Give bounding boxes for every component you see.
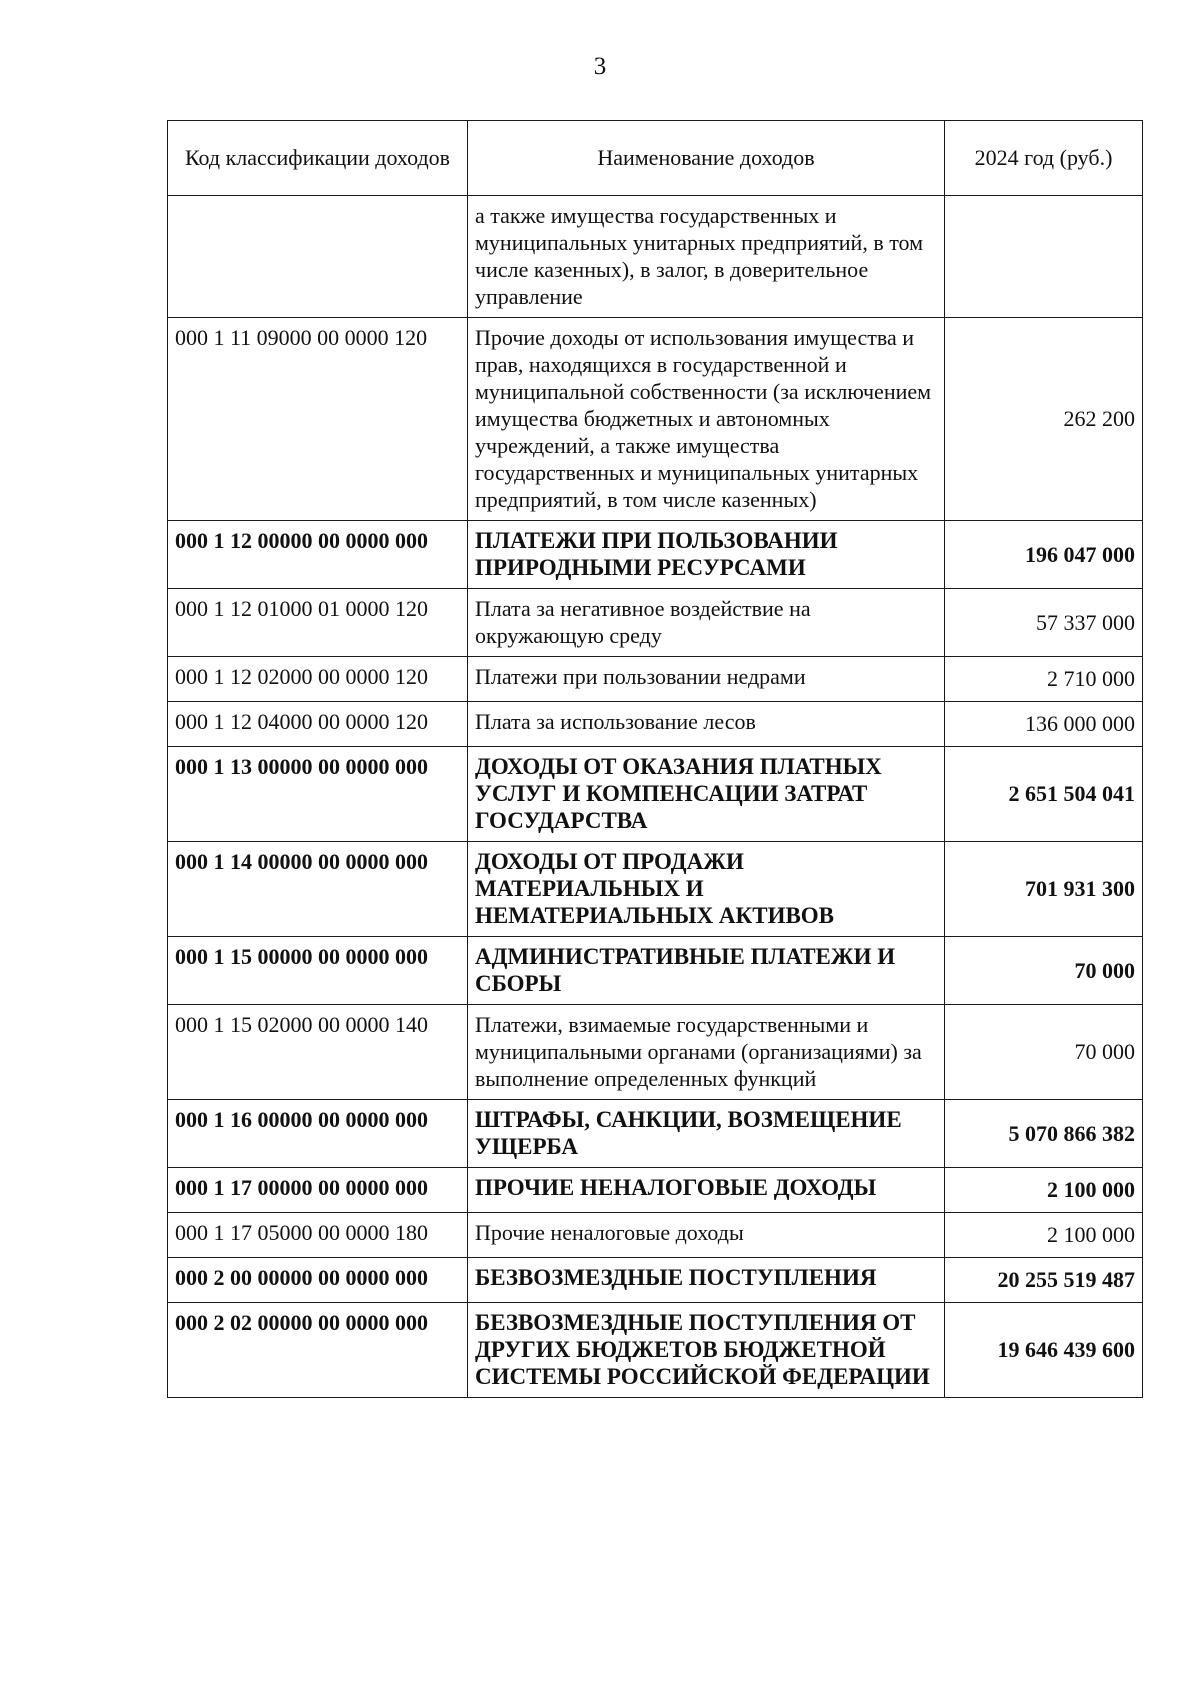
table-row (168, 657, 1143, 702)
row-name: ПРОЧИЕ НЕНАЛОГОВЫЕ ДОХОДЫ (468, 1168, 945, 1213)
row-amount: 57 337 000 (945, 589, 1143, 657)
row-name: ДОХОДЫ ОТ ПРОДАЖИ МАТЕРИАЛЬНЫХ И НЕМАТЕРИАЛЬНЫХ АКТИВОВ (468, 842, 945, 937)
row-code: 000 1 17 05000 00 0000 180 (168, 1213, 468, 1258)
row-amount: 196 047 000 (945, 521, 1143, 589)
row-code: 000 1 15 02000 00 0000 140 (168, 1005, 468, 1100)
row-amount: 70 000 (945, 1005, 1143, 1100)
row-name: ПЛАТЕЖИ ПРИ ПОЛЬЗОВАНИИ ПРИРОДНЫМИ РЕСУРСАМИ (468, 521, 945, 589)
table-row (168, 1213, 1143, 1258)
row-amount: 20 255 519 487 (945, 1258, 1143, 1303)
table-row-section (168, 937, 1143, 1005)
row-name: Плата за использование лесов (468, 702, 945, 747)
table-row-section (168, 1100, 1143, 1168)
row-name: Платежи, взимаемые государственными и муниципальными органами (организациями) за выполнение определенных функций (468, 1005, 945, 1100)
row-code: 000 1 14 00000 00 0000 000 (168, 842, 468, 937)
header-amount: 2024 год (руб.) (945, 121, 1143, 196)
row-code: 000 1 17 00000 00 0000 000 (168, 1168, 468, 1213)
table-row (168, 318, 1143, 521)
row-code: 000 2 02 00000 00 0000 000 (168, 1303, 468, 1398)
row-amount: 70 000 (945, 937, 1143, 1005)
row-amount: 701 931 300 (945, 842, 1143, 937)
row-code: 000 2 00 00000 00 0000 000 (168, 1258, 468, 1303)
row-amount: 19 646 439 600 (945, 1303, 1143, 1398)
row-amount: 2 710 000 (945, 657, 1143, 702)
row-code: 000 1 12 04000 00 0000 120 (168, 702, 468, 747)
table-row (168, 196, 1143, 318)
table-row-section (168, 1168, 1143, 1213)
row-amount: 2 100 000 (945, 1168, 1143, 1213)
revenue-table (167, 120, 1143, 1398)
row-name: БЕЗВОЗМЕЗДНЫЕ ПОСТУПЛЕНИЯ ОТ ДРУГИХ БЮДЖЕТОВ БЮДЖЕТНОЙ СИСТЕМЫ РОССИЙСКОЙ ФЕДЕРАЦИИ (468, 1303, 945, 1398)
row-amount: 262 200 (945, 318, 1143, 521)
row-amount (945, 196, 1143, 318)
page-number: 3 (593, 53, 607, 80)
row-name: Прочие доходы от использования имущества и прав, находящихся в государственной и муниципальной собственности (за исключением имущества бюджетных и автономных учреждений, а также имущества государственных и муниципальных унитарных предприятий, в том числе казенных) (468, 318, 945, 521)
row-name: Прочие неналоговые доходы (468, 1213, 945, 1258)
table-row (168, 1005, 1143, 1100)
header-name: Наименование доходов (468, 121, 945, 196)
row-name: БЕЗВОЗМЕЗДНЫЕ ПОСТУПЛЕНИЯ (468, 1258, 945, 1303)
table-row (168, 702, 1143, 747)
row-code: 000 1 11 09000 00 0000 120 (168, 318, 468, 521)
row-code: 000 1 16 00000 00 0000 000 (168, 1100, 468, 1168)
table-row-section (168, 521, 1143, 589)
table-row-section (168, 747, 1143, 842)
row-code: 000 1 15 00000 00 0000 000 (168, 937, 468, 1005)
row-amount: 2 651 504 041 (945, 747, 1143, 842)
row-code (168, 196, 468, 318)
table-row-section (168, 842, 1143, 937)
row-code: 000 1 13 00000 00 0000 000 (168, 747, 468, 842)
row-code: 000 1 12 01000 01 0000 120 (168, 589, 468, 657)
row-name: ДОХОДЫ ОТ ОКАЗАНИЯ ПЛАТНЫХ УСЛУГ И КОМПЕНСАЦИИ ЗАТРАТ ГОСУДАРСТВА (468, 747, 945, 842)
row-name: АДМИНИСТРАТИВНЫЕ ПЛАТЕЖИ И СБОРЫ (468, 937, 945, 1005)
table-row-section (168, 1303, 1143, 1398)
row-name: ШТРАФЫ, САНКЦИИ, ВОЗМЕЩЕНИЕ УЩЕРБА (468, 1100, 945, 1168)
row-code: 000 1 12 00000 00 0000 000 (168, 521, 468, 589)
row-code: 000 1 12 02000 00 0000 120 (168, 657, 468, 702)
row-amount: 136 000 000 (945, 702, 1143, 747)
row-name: Платежи при пользовании недрами (468, 657, 945, 702)
table-row-section (168, 1258, 1143, 1303)
row-name: а также имущества государственных и муниципальных унитарных предприятий, в том числе казенных), в залог, в доверительное управление (468, 196, 945, 318)
header-row (168, 121, 1143, 196)
row-amount: 5 070 866 382 (945, 1100, 1143, 1168)
row-amount: 2 100 000 (945, 1213, 1143, 1258)
row-name: Плата за негативное воздействие на окружающую среду (468, 589, 945, 657)
table-row (168, 589, 1143, 657)
header-code: Код классификации доходов (168, 121, 468, 196)
